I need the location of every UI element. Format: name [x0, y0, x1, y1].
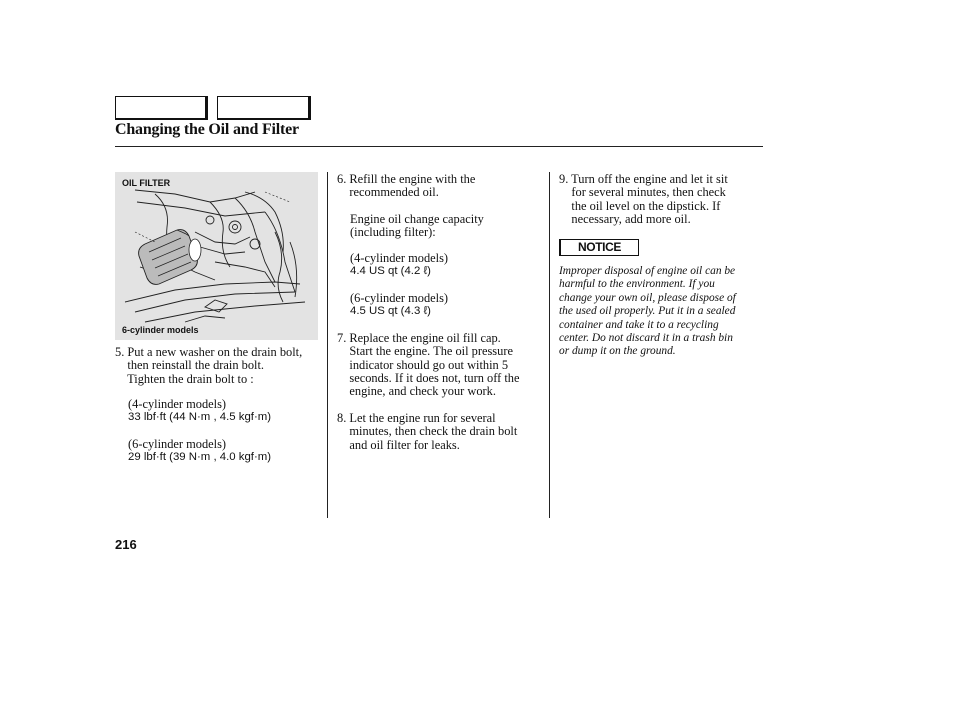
capacity-6cyl-value: 4.5 US qt (4.3 ℓ) [350, 305, 431, 317]
capacity-4cyl-label: (4-cylinder models) [350, 251, 449, 265]
nav-tab-box-1[interactable] [115, 96, 208, 120]
page-title: Changing the Oil and Filter [115, 121, 299, 138]
step-5-text: 5. Put a new washer on the drain bolt, then reinstall the drain bolt. Tighten the drain bolt to : [115, 345, 303, 386]
step-6-text: 6. Refill the engine with the recommended oil. [337, 172, 476, 200]
page-number: 216 [115, 537, 137, 552]
notice-text: Improper disposal of engine oil can be harmful to the environment. If you change your own oil, please dispose of the used oil properly. Put it in a sealed container and take it to a recycling center. Do not discard it in a trash bin or dump it on the ground. [559, 265, 736, 358]
step-7-text: 7. Replace the engine oil fill cap. Start the engine. The oil pressure indicator should go out within 5 seconds. If it does not, turn off the engine, and check your work. [337, 331, 520, 399]
engine-underside-drawing [115, 172, 318, 340]
step-8-text: 8. Let the engine run for several minutes, then check the drain bolt and oil filter for leaks. [337, 411, 518, 452]
torque-6cyl-value: 29 lbf·ft (39 N·m , 4.0 kgf·m) [128, 451, 272, 463]
capacity-6cyl-label: (6-cylinder models) [350, 291, 449, 305]
torque-4cyl-label: (4-cylinder models) [128, 397, 227, 411]
column-divider-2 [549, 172, 550, 518]
header-rule [115, 146, 763, 147]
nav-tab-box-2[interactable] [217, 96, 311, 120]
oil-filter-illustration [115, 172, 318, 340]
capacity-4cyl-value: 4.4 US qt (4.2 ℓ) [350, 265, 431, 277]
torque-4cyl-value: 33 lbf·ft (44 N·m , 4.5 kgf·m) [128, 411, 272, 423]
notice-badge: NOTICE [559, 239, 639, 256]
step-9-text: 9. Turn off the engine and let it sit for several minutes, then check the oil level on the dipstick. If necessary, add more oil. [559, 172, 728, 226]
capacity-label: Engine oil change capacity (including filter): [350, 212, 484, 240]
column-divider-1 [327, 172, 328, 518]
figure-label-oil-filter: OIL FILTER [122, 178, 171, 188]
torque-6cyl-label: (6-cylinder models) [128, 437, 227, 451]
figure-caption-model: 6-cylinder models [122, 325, 199, 335]
